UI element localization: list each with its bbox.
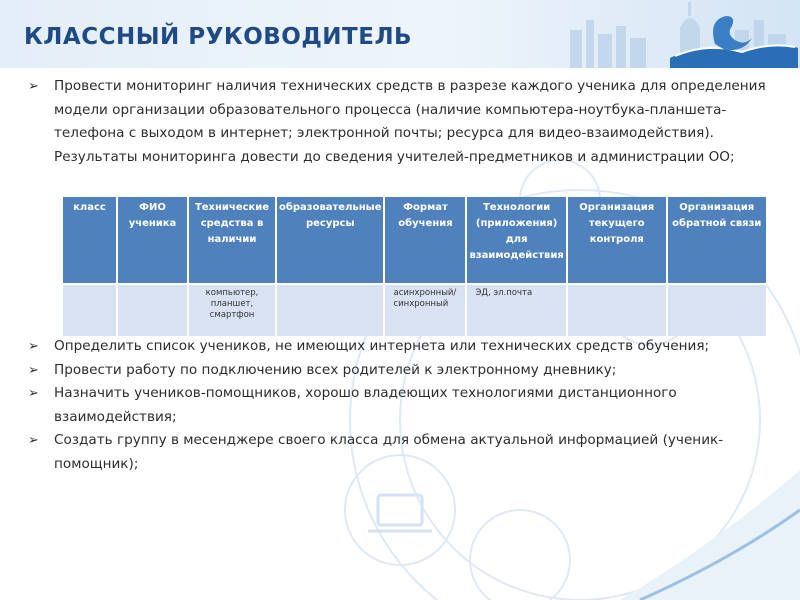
list-item xyxy=(26,382,778,429)
city-book-logo xyxy=(530,0,800,68)
column-header: Технологии (приложения) для взаимодействия xyxy=(466,197,566,284)
page-title: КЛАССНЫЙ РУКОВОДИТЕЛЬ xyxy=(24,24,413,50)
column-header: Организация текущего контроля xyxy=(567,197,667,284)
column-header: образовательные ресурсы xyxy=(276,197,384,284)
column-header: класс xyxy=(63,197,117,284)
arrow-bullet-icon: ➢ xyxy=(28,339,39,354)
list-item xyxy=(26,335,778,359)
table-cell xyxy=(667,284,766,336)
bullet-text: Назначить учеников-помощников, хорошо владеющих технологиями дистанционного взаимодействия; xyxy=(54,385,677,425)
list-item xyxy=(26,75,778,169)
laptop-icon xyxy=(368,495,432,531)
table-cell: компьютер, планшет, смартфон xyxy=(188,284,276,336)
bullet-text: Создать группу в месенджере своего класса для обмена актуальной информацией (ученик-помощник); xyxy=(54,432,724,472)
table-cell: асинхронный/ синхронный xyxy=(384,284,466,336)
arrow-bullet-icon: ➢ xyxy=(28,362,39,378)
table-cell: ЭД, эл.почта xyxy=(466,284,566,336)
intro-bullet-list xyxy=(26,75,778,169)
table-cell xyxy=(276,284,384,336)
arrow-bullet-icon: ➢ xyxy=(28,386,39,401)
table-cell xyxy=(117,284,188,336)
column-header: Организация обратной связи xyxy=(667,197,766,284)
column-header: Формат обучения xyxy=(384,197,466,284)
bullet-text: Провести мониторинг наличия технических средств в разрезе каждого ученика для определения модели организации образовательного процесса (наличие компьютера-ноутбука-планшета-телефона с выходом в интернет; электронной почты; ресурса для видео-взаимодействия). Результаты мониторинга довести до сведения учителей-предметников и администрации ОО; xyxy=(54,78,766,165)
task-bullet-list xyxy=(26,335,778,476)
column-header: ФИО ученика xyxy=(117,197,188,284)
table-cell xyxy=(567,284,667,336)
table-header-row xyxy=(63,197,766,284)
bullet-text: Определить список учеников, не имеющих интернета или технических средств обучения; xyxy=(54,338,710,354)
list-item xyxy=(26,359,778,383)
bullet-text: Провести работу по подключению всех родителей к электронному дневнику; xyxy=(54,361,617,378)
monitoring-table xyxy=(63,197,766,336)
arrow-bullet-icon: ➢ xyxy=(28,433,39,448)
table-cell xyxy=(63,284,117,336)
list-item xyxy=(26,429,778,476)
arrow-bullet-icon: ➢ xyxy=(28,79,39,94)
header-bar xyxy=(0,0,800,68)
table-row xyxy=(63,284,766,336)
column-header: Технические средства в наличии xyxy=(188,197,276,284)
